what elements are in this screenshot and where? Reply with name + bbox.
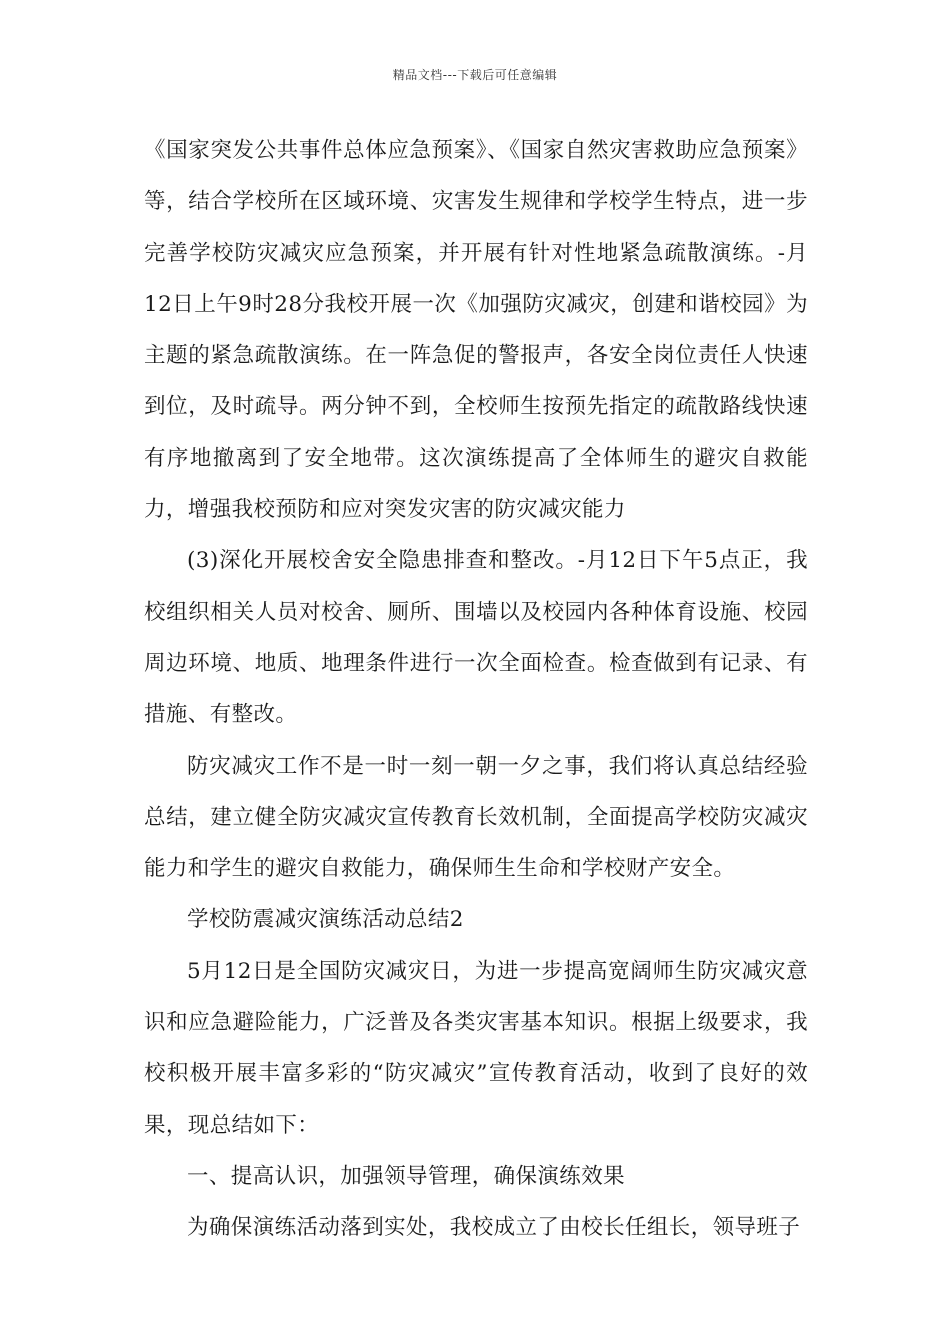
paragraph-safety-inspection: (3)深化开展校舍安全隐患排查和整改。-月12日下午5点正，我校组织相关人员对校舍、厕所、围墙以及校园内各种体育设施、校园周边环境、地质、地理条件进行一次全面检查。检查做到有记录、有措施、有整改。 xyxy=(144,548,808,728)
document-body xyxy=(144,125,808,1254)
section-title: 学校防震减灾演练活动总结2 xyxy=(187,907,464,933)
section-heading-one: 一、提高认识，加强领导管理，确保演练效果 xyxy=(187,1163,626,1189)
paragraph-intro: 5月12日是全国防灾减灾日，为进一步提高宽阔师生防灾减灾意识和应急避险能力，广泛普及各类灾害基本知识。根据上级要求，我校积极开展丰富多彩的“防灾减灾”宣传教育活动，收到了良好的效果，现总结如下： xyxy=(144,958,808,1138)
page-header: 精品文档---下载后可任意编辑 xyxy=(392,68,558,82)
paragraph-emergency-drill: 《国家突发公共事件总体应急预案》、《国家自然灾害救助应急预案》等，结合学校所在区域环境、灾害发生规律和学校学生特点，进一步完善学校防灾减灾应急预案，并开展有针对性地紧急疏散演练。-月12日上午9时28分我校开展一次《加强防灾减灾，创建和谐校园》为主题的紧急疏散演练。在一阵急促的警报声，各安全岗位责任人快速到位，及时疏导。两分钟不到，全校师生按预先指定的疏散路线快速有序地撤离到了安全地带。这次演练提高了全体师生的避灾自救能力，增强我校预防和应对突发灾害的防灾减灾能力 xyxy=(144,138,808,523)
paragraph-leadership: 为确保演练活动落到实处，我校成立了由校长任组长，领导班子 xyxy=(187,1215,801,1241)
paragraph-conclusion: 防灾减灾工作不是一时一刻一朝一夕之事，我们将认真总结经验总结，建立健全防灾减灾宣传教育长效机制，全面提高学校防灾减灾能力和学生的避灾自救能力，确保师生生命和学校财产安全。 xyxy=(144,753,808,882)
